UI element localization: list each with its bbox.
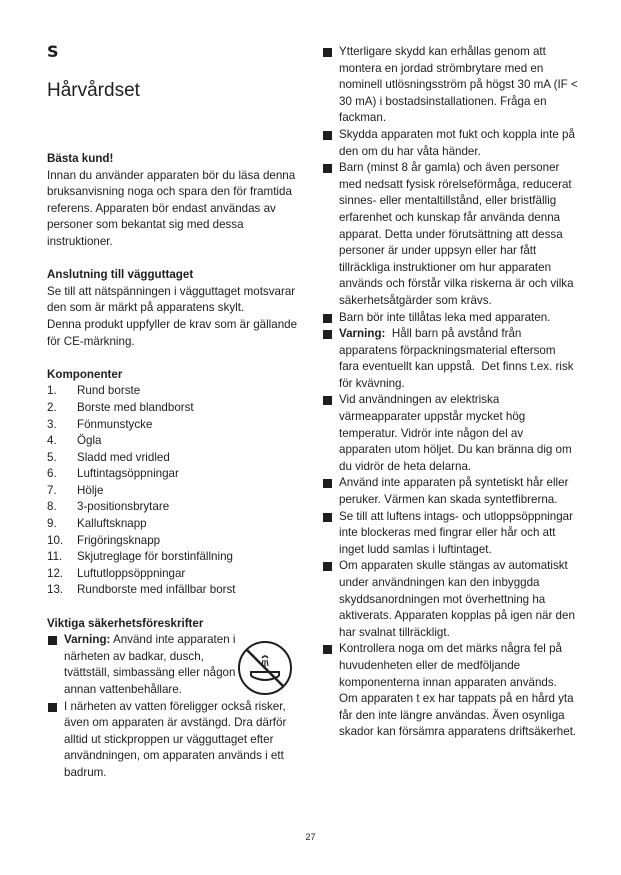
bullet-item: [47, 632, 302, 698]
greeting-heading: Bästa kund!: [47, 152, 114, 165]
bullet-item: Vid användningen av elektriska värmeapparater uppstår mycket hög temperatur. Vidrör inte någon del av apparaten utom höljet. Du kan bränna dig om du vidrör de heta delarna.: [322, 392, 578, 475]
warning-text: Använd inte apparaten i närheten av badkar, dusch, tvättställ, simbassäng eller någon annan vattenbehållare.: [64, 633, 236, 696]
bullet-item: Om apparaten skulle stängas av automatiskt under användningen kan den inbyggda skyddsanordningen mot överhettning ha aktiverats. Apparaten kopplas på igen när den har svalnat tillräckligt.: [322, 558, 578, 641]
list-item: 5. Sladd med vridled: [47, 450, 170, 464]
left-column: [47, 151, 302, 782]
bullet-item: Se till att luftens intags- och utloppsöppningar inte blockeras med fingrar eller hår och att inget ludd samlas i luftintaget.: [322, 509, 578, 559]
bullet-item: Använd inte apparaten på syntetiskt hår eller peruker. Värmen kan skada syntetfibrerna.: [322, 475, 578, 508]
list-item: 11. Skjutreglage för borstinfällning: [47, 550, 233, 564]
language-marker: S: [47, 42, 59, 61]
bullet-square-icon: [323, 513, 332, 522]
bullet-square-icon: [323, 645, 332, 654]
warning-label: Varning:: [339, 327, 386, 341]
bullet-square-icon: [323, 131, 332, 140]
list-item: 10. Frigöringsknapp: [47, 533, 161, 547]
bullet-square-icon: [323, 48, 332, 57]
safety-heading: Viktiga säkerhetsföreskrifter: [47, 616, 204, 630]
list-item: 13. Rundborste med infällbar borst: [47, 583, 236, 597]
list-item: 7. Hölje: [47, 483, 104, 497]
bullet-item: Barn bör inte tillåtas leka med apparaten.: [322, 310, 578, 327]
bullet-square-icon: [48, 703, 57, 712]
list-item: 1. Rund borste: [47, 384, 141, 398]
bullet-square-icon: [323, 562, 332, 571]
components-list: [47, 383, 302, 599]
bullet-square-icon: [323, 330, 332, 339]
list-item: 6. Luftintagsöppningar: [47, 467, 179, 481]
right-column: [322, 44, 578, 741]
bullet-square-icon: [323, 314, 332, 323]
list-item: 3. Fönmunstycke: [47, 417, 153, 431]
bullet-square-icon: [323, 164, 332, 173]
bullet-item: Skydda apparaten mot fukt och koppla inte på den om du har våta händer.: [322, 127, 578, 160]
no-water-bath-icon: [237, 640, 293, 696]
bullet-square-icon: [323, 396, 332, 405]
bullet-item: Ytterligare skydd kan erhållas genom att montera en jordad strömbrytare med en nominell utlösningsström på högst 30 mA (IF < 30 mA) i bostadsinstallationen. Fråga en fackman.: [322, 44, 578, 127]
connection-heading: Anslutning till vägguttaget: [47, 268, 194, 282]
bullet-item: Varning: Håll barn på avstånd från apparatens förpackningsmaterial eftersom fara eventuellt kan uppstå. Det finns t.ex. risk för kvävning.: [322, 326, 578, 392]
bullet-text: I närheten av vatten föreligger också risker, även om apparaten är avstängd. Dra därför alltid ut stickproppen ur vägguttaget efter användningen, om apparaten används i ett badrum.: [64, 699, 287, 779]
list-item: 9. Kalluftsknapp: [47, 517, 147, 531]
list-item: 8. 3-positionsbrytare: [47, 500, 170, 514]
bullet-square-icon: [48, 636, 57, 645]
bullet-item: Barn (minst 8 år gamla) och även personer med nedsatt fysisk rörelseförmåga, reducerat sinnes- eller mentaltillstånd, eller bristfällig erfarenhet och kunskap får använda denna apparat. Detta under förutsättning att dessa personer är under uppsyn eller har fått tillräckliga instruktioner om hur apparaten används och förstår vilka riskerna är och vilka säkerhetsåtgärder som krävs.: [322, 160, 578, 309]
bullet-item: Kontrollera noga om det märks några fel på huvudenheten eller de medföljande komponenterna innan apparaten används. Om apparaten t ex har tappats på en hård yta får den inte längre användas. Även osynliga skador kan försämra apparatens driftsäkerhet.: [322, 641, 578, 741]
connection-text-1: Se till att nätspänningen i vägguttaget motsvarar den som är märkt på apparatens skylt.: [47, 284, 296, 315]
greeting-text: Innan du använder apparaten bör du läsa denna bruksanvisning noga och spara den för framtida referens. Apparaten bör endast användas av personer som bekantat sig med dessa instruktioner.: [47, 168, 296, 248]
connection-text-2: Denna produkt uppfyller de krav som är gällande för CE-märkning.: [47, 317, 298, 348]
list-item: 12. Luftutloppsöppningar: [47, 566, 186, 580]
list-item: 4. Ögla: [47, 434, 102, 448]
page-title: Hårvårdset: [47, 80, 140, 101]
bullet-square-icon: [323, 479, 332, 488]
list-item: 2. Borste med blandborst: [47, 400, 194, 414]
bullet-item: [47, 699, 302, 782]
components-heading: Komponenter: [47, 367, 123, 381]
warning-label: Varning:: [64, 633, 111, 647]
page-number: 27: [305, 832, 316, 842]
